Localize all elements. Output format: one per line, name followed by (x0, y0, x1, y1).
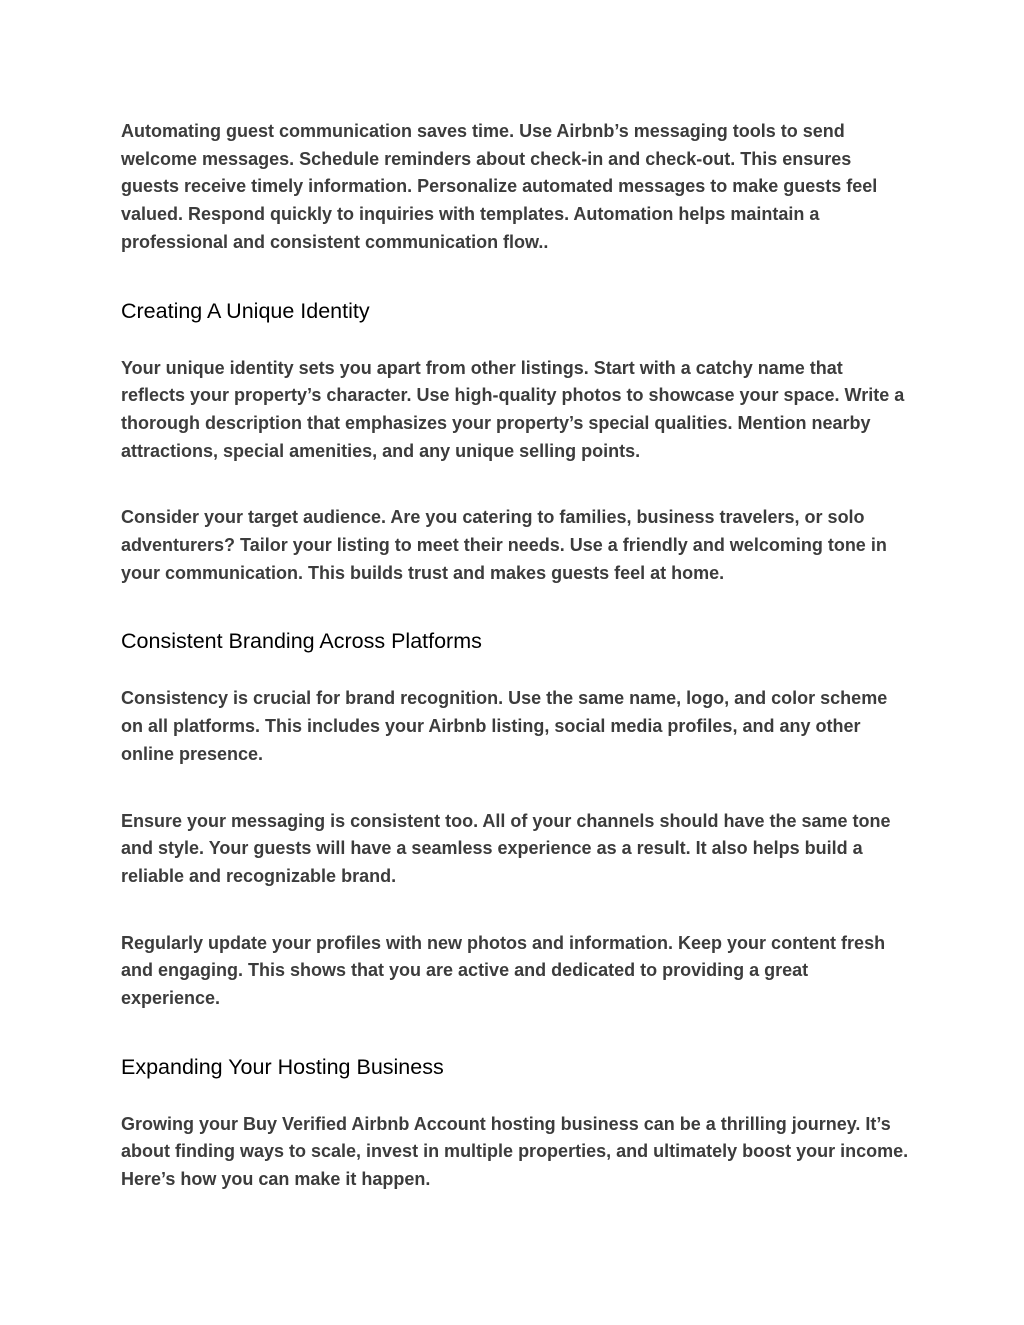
heading-expanding-hosting-business: Expanding Your Hosting Business (121, 1054, 444, 1079)
paragraph-branding-3: Regularly update your profiles with new photos and information. Keep your content fresh and engaging. This shows that you are active and dedicated to providing a great experience. (121, 932, 886, 1009)
heading-consistent-branding: Consistent Branding Across Platforms (121, 629, 482, 654)
document-content (121, 118, 911, 1194)
paragraph-branding-2: Ensure your messaging is consistent too. All of your channels should have the same tone and style. Your guests will have a seamless experience as a result. It also helps build a reliable and recognizable brand. (121, 810, 891, 886)
paragraph-identity-2: Consider your target audience. Are you catering to families, business travelers, or solo adventurers? Tailor your listing to meet their needs. Use a friendly and welcoming tone in your communication. This builds trust and makes guests feel at home. (121, 507, 887, 583)
paragraph-intro: Automating guest communication saves time. Use Airbnb’s messaging tools to send welcome messages. Schedule reminders about check-in and check-out. This ensures guests receive timely information. Personalize automated messages to make guests feel valued. Respond quickly to inquiries with templates. Automation helps maintain a professional and consistent communication flow.. (121, 121, 878, 252)
heading-creating-unique-identity: Creating A Unique Identity (121, 298, 370, 323)
paragraph-branding-1: Consistency is crucial for brand recognition. Use the same name, logo, and color scheme on all platforms. This includes your Airbnb listing, social media profiles, and any other online presence. (121, 688, 888, 764)
paragraph-expanding-1: Growing your Buy Verified Airbnb Account hosting business can be a thrilling journey. It’s about finding ways to scale, invest in multiple properties, and ultimately boost your income. Here’s how you can make it happen. (121, 1113, 909, 1190)
paragraph-identity-1: Your unique identity sets you apart from other listings. Start with a catchy name that reflects your property’s character. Use high-quality photos to showcase your space. Write a thorough description that emphasizes your property’s special qualities. Mention nearby attractions, special amenities, and any unique selling points. (121, 357, 905, 461)
